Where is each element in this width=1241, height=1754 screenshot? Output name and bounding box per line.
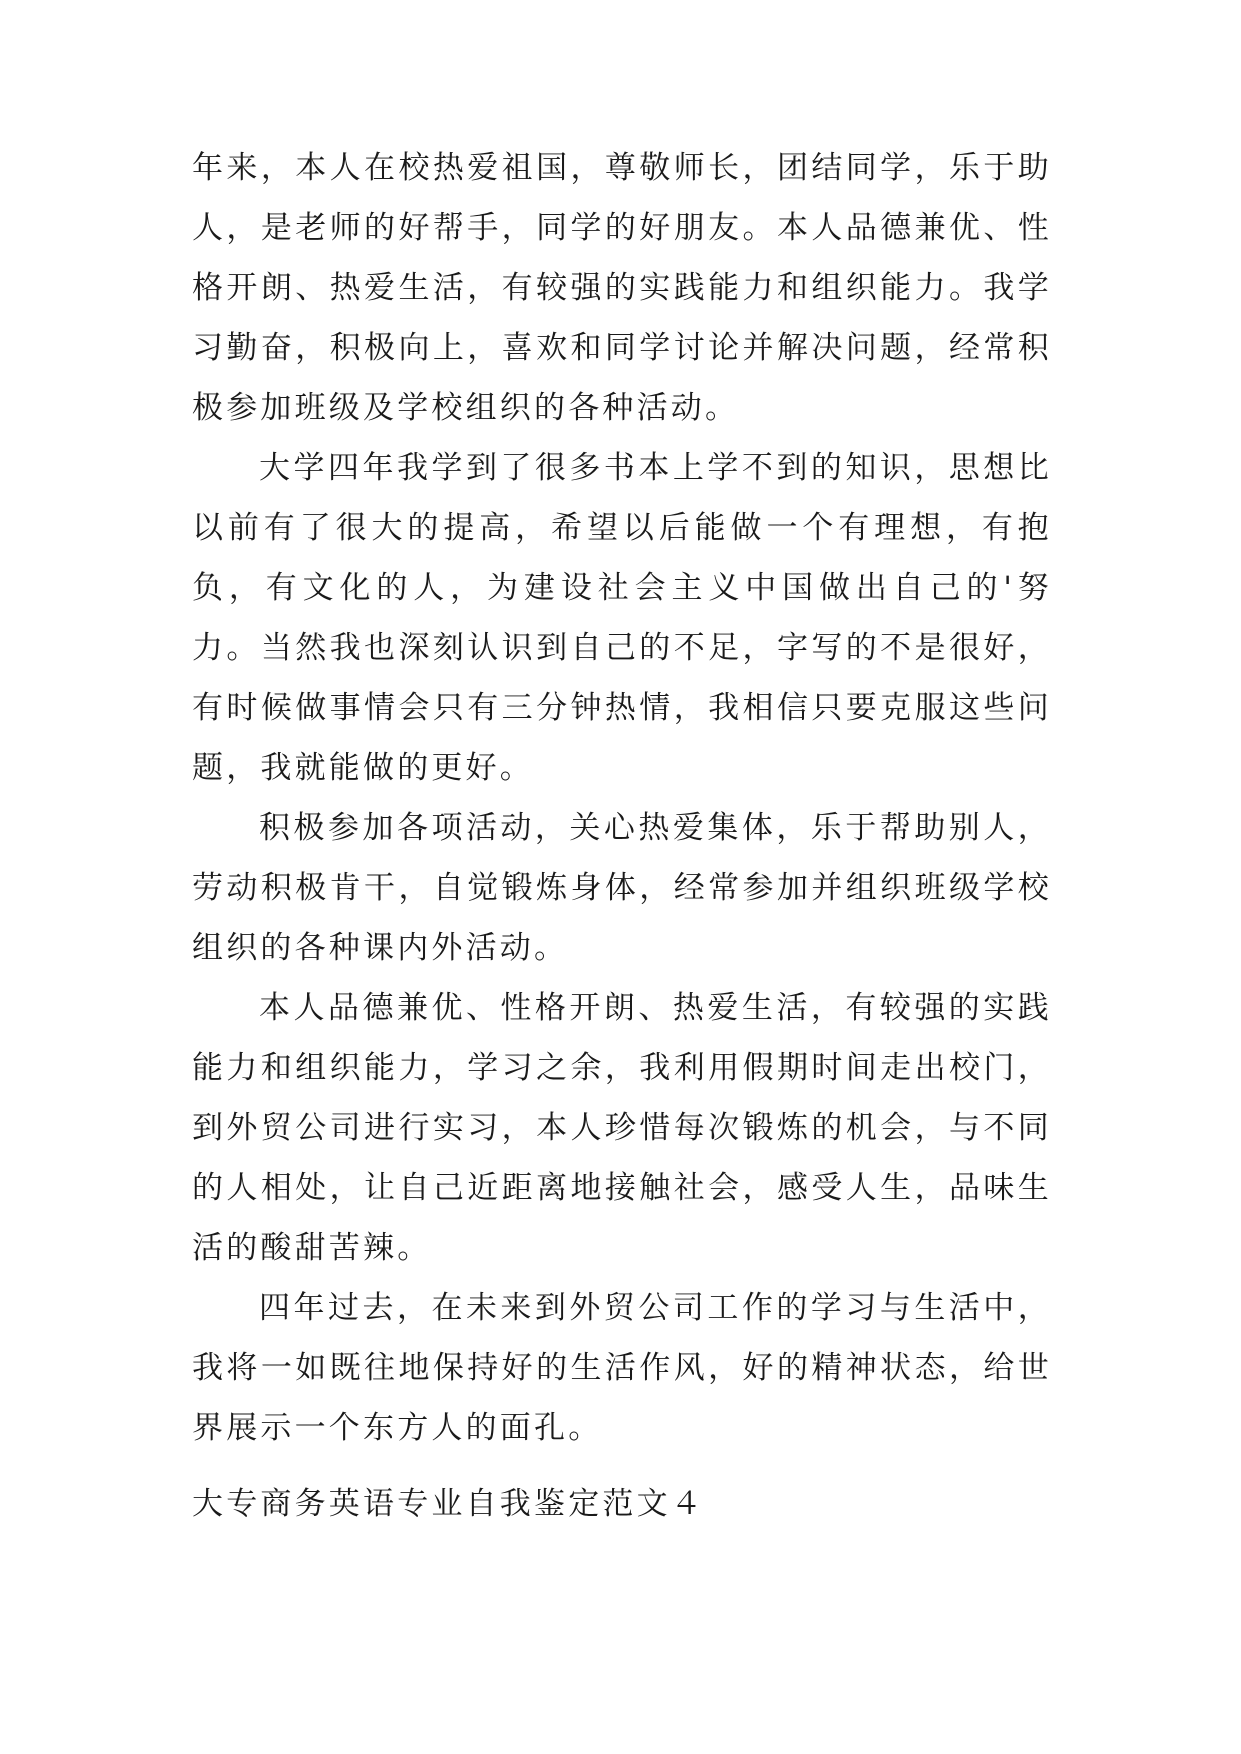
paragraph-1: 年来，本人在校热爱祖国，尊敬师长，团结同学，乐于助人，是老师的好帮手，同学的好朋友。本人品德兼优、性格开朗、热爱生活，有较强的实践能力和组织能力。我学习勤奋，积极向上，喜欢和同学讨论并解决问题，经常积极参加班级及学校组织的各种活动。 bbox=[192, 150, 1052, 426]
paragraph-5: 四年过去，在未来到外贸公司工作的学习与生活中，我将一如既往地保持好的生活作风，好的精神状态，给世界展示一个东方人的面孔。 bbox=[192, 1290, 1052, 1446]
section-heading: 大专商务英语专业自我鉴定范文４ bbox=[192, 1486, 705, 1522]
document-body bbox=[192, 138, 1052, 1458]
paragraph-2: 大学四年我学到了很多书本上学不到的知识，思想比以前有了很大的提高，希望以后能做一个有理想，有抱负，有文化的人，为建设社会主义中国做出自己的'努力。当然我也深刻认识到自己的不足，字写的不是很好，有时候做事情会只有三分钟热情，我相信只要克服这些问题，我就能做的更好。 bbox=[192, 450, 1052, 786]
paragraph-3: 积极参加各项活动，关心热爱集体，乐于帮助别人，劳动积极肯干，自觉锻炼身体，经常参加并组织班级学校组织的各种课内外活动。 bbox=[192, 810, 1052, 966]
paragraph-4: 本人品德兼优、性格开朗、热爱生活，有较强的实践能力和组织能力，学习之余，我利用假期时间走出校门，到外贸公司进行实习，本人珍惜每次锻炼的机会，与不同的人相处，让自己近距离地接触社会，感受人生，品味生活的酸甜苦辣。 bbox=[192, 990, 1052, 1266]
